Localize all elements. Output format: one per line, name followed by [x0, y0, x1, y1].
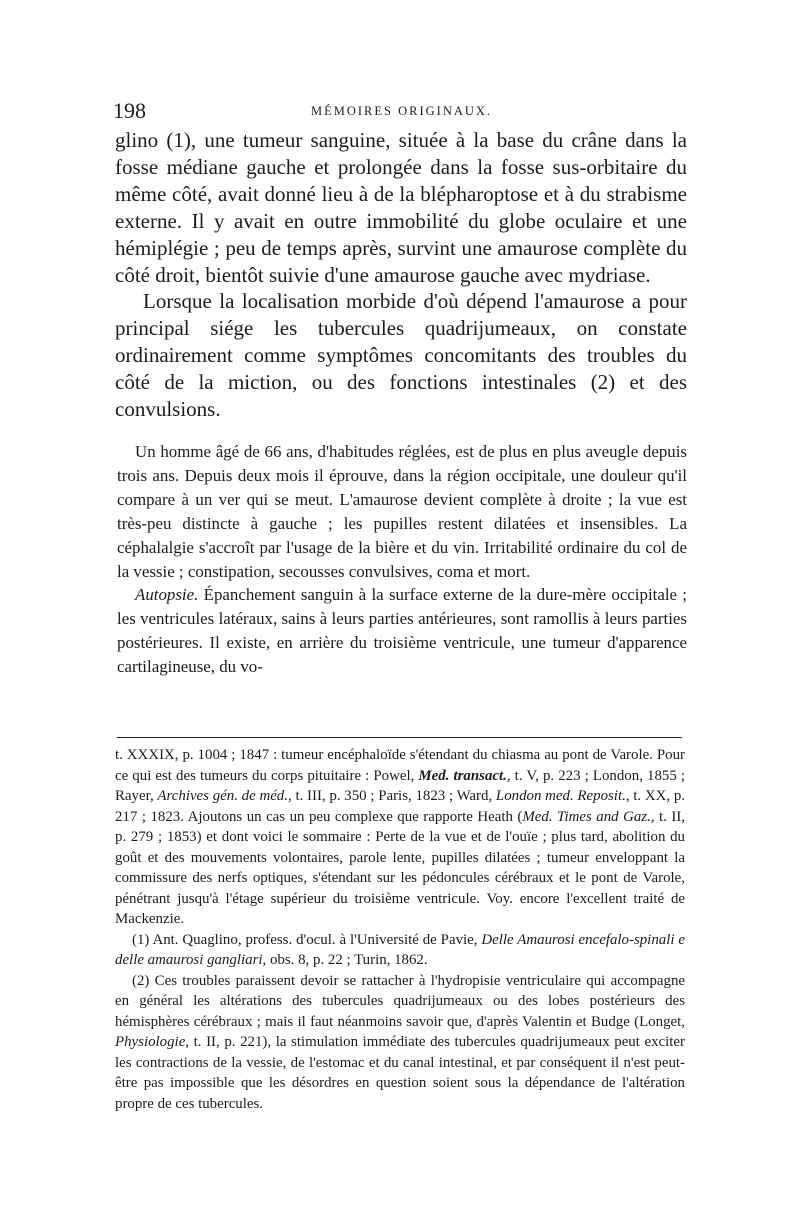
footnote-text: , t. V, p. 223 ; London, 1855 ; Rayer, [115, 767, 685, 804]
case-paragraph-1: Un homme âgé de 66 ans, d'habitudes réglées, est de plus en plus aveugle depuis trois ans. Depuis deux mois il éprouve, dans la région occipitale, une douleur qu'il compare à un ver qui se meut. L'amaurose devient complète à droite ; la vue est très-peu distincte à gauche ; les pupilles restent dilatées et insensibles. La céphalalgie s'accroît par l'usage de la bière et du vin. Irritabilité ordinaire du col de la vessie ; constipation, secousses convulsives, coma et mort. [117, 442, 687, 581]
footnote-text: , t. XX, p. 217 ; 1823. Ajoutons un cas un peu complexe que rapporte Heath ( [115, 788, 685, 825]
footnote-text: (2) Ces troubles paraissent devoir se rattacher à l'hydropisie ventriculaire qui accompagne en général les altérations des tubercules quadrijumeaux ou des lobes postérieurs des hémisphères cérébraux ; mais il faut néanmoins savoir que, d'après Valentin et Budge (Longet, [115, 972, 685, 1030]
footnote-continuation [115, 745, 685, 930]
citation-title: Med. transact. [418, 767, 507, 784]
citation-title: Physiologie [115, 1034, 186, 1050]
citation-title: Archives gén. de méd. [157, 788, 288, 804]
running-title: MÉMOIRES ORIGINAUX. [311, 104, 493, 118]
footnote-text: , t. II, p. 279 ; 1853) et dont voici le sommaire : Perte de la vue et de l'ouïe ; plus tard, abolition du goût et des mouvements volontaires, parole lente, pupilles dilatées ; tumeur enveloppant la commissure des nerfs optiques, s'étendant sur les pédoncules cérébraux et le pont de Varole, pénétrant jusqu'à l'étage supérieur du troisième ventricule. Voy. encore l'excellent traité de Mackenzie. [115, 808, 686, 927]
autopsy-text: Épanchement sanguin à la surface externe de la dure-mère occipitale ; les ventricules latéraux, sains à leurs parties antérieures, sont ramollis à leurs parties postérieures. Il existe, en arrière du troisième ventricule, une tumeur d'apparence cartilagineuse, du vo- [117, 585, 687, 677]
page-number: 198 [113, 98, 146, 123]
footnote-separator [117, 737, 682, 738]
case-paragraph-2 [117, 583, 687, 679]
footnote-2 [115, 971, 685, 1115]
citation-title: Delle Amaurosi encefalo-spinali e delle amaurosi gangliari [115, 931, 685, 968]
footnote-text: , t. II, p. 221), la stimulation immédiate des tubercules quadrijumeaux peut exciter les contractions de la vessie, de l'estomac et du canal intestinal, et par conséquent il n'est peut-être pas impossible que les désordres en question soient sous la dépendance de l'altération propre de ces tubercules. [115, 1034, 685, 1112]
citation-title: London med. Reposit. [495, 788, 626, 804]
main-paragraph-1: glino (1), une tumeur sanguine, située à la base du crâne dans la fosse médiane gauche et prolongée dans la fosse sus-orbitaire du même côté, avait donné lieu à de la blépharoptose et à du strabisme externe. Il y avait en outre immobilité du globe oculaire et une hémiplégie ; peu de temps après, survint une amaurose complète du côté droit, bientôt suivie d'une amaurose gauche avec mydriase. [115, 128, 687, 287]
footnotes [115, 745, 685, 1114]
footnote-text: t. XXXIX, p. 1004 ; 1847 : tumeur encéphaloïde s'étendant du chiasma au pont de Varole. Pour ce qui est des tumeurs du corps pituitaire : Powel, [115, 747, 685, 784]
page-header [113, 98, 691, 128]
main-paragraph-2: Lorsque la localisation morbide d'où dépend l'amaurose a pour principal siége les tubercules quadrijumeaux, on constate ordinairement comme symptômes concomitants des troubles du côté de la miction, ou des fonctions intestinales (2) et des convulsions. [115, 289, 687, 422]
footnote-1 [115, 930, 685, 971]
main-text [115, 127, 687, 423]
citation-title: Med. Times and Gaz. [522, 808, 651, 825]
footnote-text: , t. III, p. 350 ; Paris, 1823 ; Ward, [287, 788, 496, 804]
footnote-text: (1) Ant. Quaglino, profess. d'ocul. à l'Université de Pavie, [132, 931, 482, 948]
case-report [117, 440, 687, 679]
footnote-text: , obs. 8, p. 22 ; Turin, 1862. [262, 952, 428, 968]
autopsy-label: Autopsie. [135, 585, 199, 605]
